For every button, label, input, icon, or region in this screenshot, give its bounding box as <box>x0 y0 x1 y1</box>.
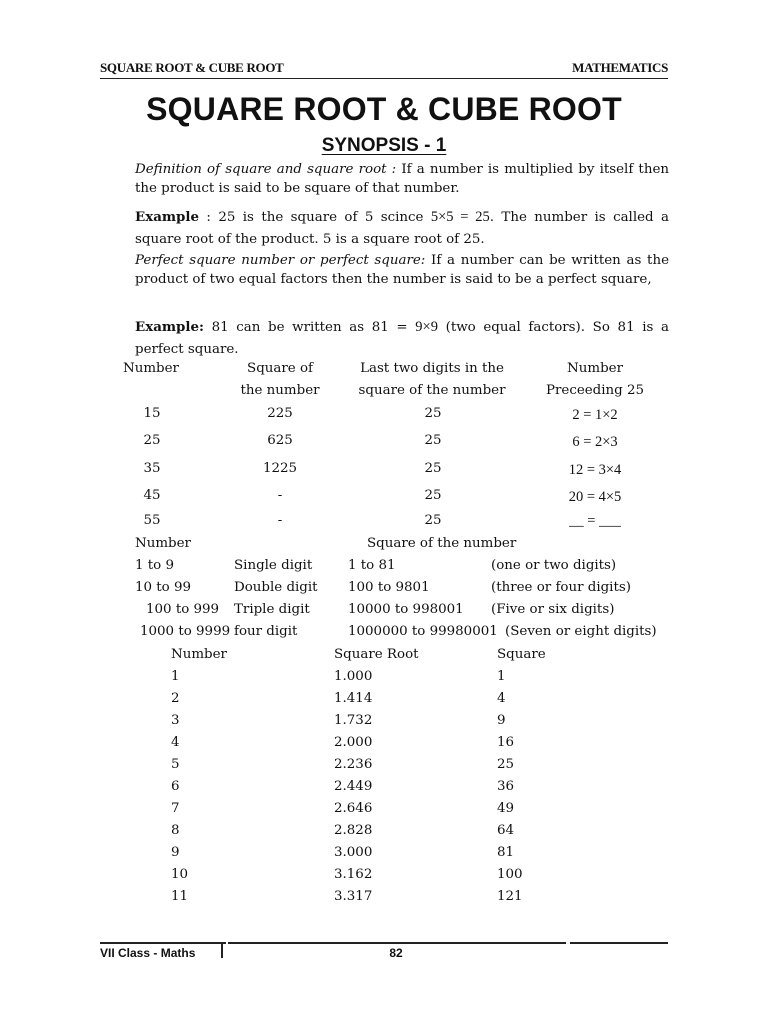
t1-r2-number: 25 <box>143 433 161 448</box>
t3-r5-number: 5 <box>171 757 180 772</box>
t3-r4-square: 16 <box>497 735 515 750</box>
t2-r3-range: 100 to 999 <box>146 602 220 617</box>
t2-r2-range: 10 to 99 <box>135 580 192 595</box>
t3-r10-number: 10 <box>171 867 189 882</box>
t3-r7-square: 49 <box>497 801 515 816</box>
header-rule <box>100 78 668 79</box>
t1-r4-number: 45 <box>143 488 161 503</box>
t3-r6-square: 36 <box>497 779 515 794</box>
t3-r3-square: 9 <box>497 713 506 728</box>
t3-r9-number: 9 <box>171 845 180 860</box>
perfect-square-paragraph <box>135 251 669 289</box>
t3-r8-square: 64 <box>497 823 515 838</box>
synopsis-heading: SYNOPSIS - 1 <box>321 135 447 156</box>
t3-r10-root: 3.162 <box>334 867 373 882</box>
t1-r1-preceding: 2 = 1×2 <box>572 407 618 423</box>
t1-r2-lastdigits: 25 <box>424 433 442 448</box>
t1-r2-preceding: 6 = 2×3 <box>572 434 618 450</box>
t2-r3-digits: Triple digit <box>234 602 310 617</box>
definition-paragraph <box>135 160 669 198</box>
t3-header-square: Square <box>497 647 546 662</box>
t3-r5-square: 25 <box>497 757 515 772</box>
t2-r1-square-range: 1 to 81 <box>348 558 396 573</box>
t1-r5-preceding: __ = ___ <box>569 513 621 529</box>
t2-r1-digits: Single digit <box>234 558 313 573</box>
t3-r4-number: 4 <box>171 735 180 750</box>
t1-r3-square: 1225 <box>262 461 298 476</box>
example2-label: Example: <box>135 319 204 335</box>
t2-header-square: Square of the number <box>367 536 517 551</box>
t1-header-preceding-2: Preceeding 25 <box>545 383 645 398</box>
t1-r3-number: 35 <box>143 461 161 476</box>
example1-text-b: . The number is called a square root of the product. 5 is a square root of 25. <box>135 210 670 247</box>
t2-r2-note: (three or four digits) <box>491 580 631 595</box>
t3-r11-square: 121 <box>497 889 523 904</box>
t3-r1-root: 1.000 <box>334 669 373 684</box>
t1-r1-number: 15 <box>143 406 161 421</box>
t3-r2-root: 1.414 <box>334 691 373 706</box>
t3-r4-root: 2.000 <box>334 735 373 750</box>
t3-r2-number: 2 <box>171 691 180 706</box>
footer-rule-left <box>100 942 226 944</box>
t3-r5-root: 2.236 <box>334 757 373 772</box>
running-header-right: MATHEMATICS <box>572 60 668 75</box>
t3-header-square-root: Square Root <box>334 647 419 662</box>
t1-r1-lastdigits: 25 <box>424 406 442 421</box>
t2-r1-range: 1 to 9 <box>135 558 174 573</box>
t1-r3-preceding: 12 = 3×4 <box>568 462 622 478</box>
t2-r3-note: (Five or six digits) <box>491 602 615 617</box>
t3-r3-root: 1.732 <box>334 713 373 728</box>
t1-header-lastdigits-1: Last two digits in the <box>360 361 504 376</box>
perfect-square-label: Perfect square number or perfect square: <box>135 253 426 268</box>
t2-r4-note: (Seven or eight digits) <box>505 624 657 639</box>
t3-r9-square: 81 <box>497 845 515 860</box>
t3-r3-number: 3 <box>171 713 180 728</box>
footer-rule-middle <box>228 942 566 944</box>
t3-r6-number: 6 <box>171 779 180 794</box>
t3-r7-root: 2.646 <box>334 801 373 816</box>
t3-r10-square: 100 <box>497 867 523 882</box>
example1-math: 5×5 = 25 <box>430 209 490 225</box>
example2-math: 9×9 <box>415 319 438 335</box>
t3-r7-number: 7 <box>171 801 180 816</box>
t2-r2-square-range: 100 to 9801 <box>348 580 430 595</box>
t3-r6-root: 2.449 <box>334 779 373 794</box>
t3-header-number: Number <box>171 647 227 662</box>
example1-text-a: : 25 is the square of 5 scince <box>199 210 431 225</box>
t1-header-square-2: the number <box>240 383 320 398</box>
t2-r4-square-range: 1000000 to 99980001 <box>348 624 498 639</box>
definition-text: If a number is multiplied by itself then the product is said to be square of that number. <box>135 162 669 196</box>
running-header-left: SQUARE ROOT & CUBE ROOT <box>100 60 284 75</box>
t1-r3-lastdigits: 25 <box>424 461 442 476</box>
t1-r5-number: 55 <box>143 513 161 528</box>
t2-r4-range: 1000 to 9999 <box>140 624 231 639</box>
t3-r8-number: 8 <box>171 823 180 838</box>
example1-paragraph <box>135 206 669 251</box>
example2-text-a: 81 can be written as 81 = <box>203 320 416 335</box>
t3-r9-root: 3.000 <box>334 845 373 860</box>
t1-r5-square: - <box>277 513 283 528</box>
definition-label: Definition of square and square root : <box>135 162 397 177</box>
page-number: 82 <box>389 946 403 960</box>
example2-text-b: (two equal factors). So 81 is a perfect square. <box>135 320 670 357</box>
footer-divider <box>221 943 223 958</box>
example1-label: Example <box>135 209 200 225</box>
footer-rule-right <box>570 942 668 944</box>
t1-r1-square: 225 <box>267 406 293 421</box>
t3-r11-root: 3.317 <box>334 889 373 904</box>
t1-header-square-1: Square of <box>247 361 313 376</box>
t1-r2-square: 625 <box>267 433 293 448</box>
footer-class-label: VII Class - Maths <box>100 946 196 960</box>
t1-r4-preceding: 20 = 4×5 <box>568 489 622 505</box>
page-title: SQUARE ROOT & CUBE ROOT <box>146 91 622 127</box>
t3-r11-number: 11 <box>171 889 189 904</box>
t2-r1-note: (one or two digits) <box>491 558 617 573</box>
t2-r3-square-range: 10000 to 998001 <box>348 602 464 617</box>
t1-header-preceding-1: Number <box>567 361 623 376</box>
t3-r1-square: 1 <box>497 669 506 684</box>
t2-header-number: Number <box>135 536 191 551</box>
t2-r4-digits: four digit <box>234 624 298 639</box>
t1-r4-square: - <box>277 488 283 503</box>
t1-r5-lastdigits: 25 <box>424 513 442 528</box>
t3-r2-square: 4 <box>497 691 506 706</box>
t2-r2-digits: Double digit <box>234 580 318 595</box>
t3-r8-root: 2.828 <box>334 823 373 838</box>
t1-r4-lastdigits: 25 <box>424 488 442 503</box>
example2-paragraph <box>135 316 669 361</box>
t1-header-number: Number <box>123 361 179 376</box>
perfect-square-text: If a number can be written as the product of two equal factors then the number is said to be a perfect square, <box>135 253 669 287</box>
t1-header-lastdigits-2: square of the number <box>358 383 506 398</box>
t3-r1-number: 1 <box>171 669 180 684</box>
